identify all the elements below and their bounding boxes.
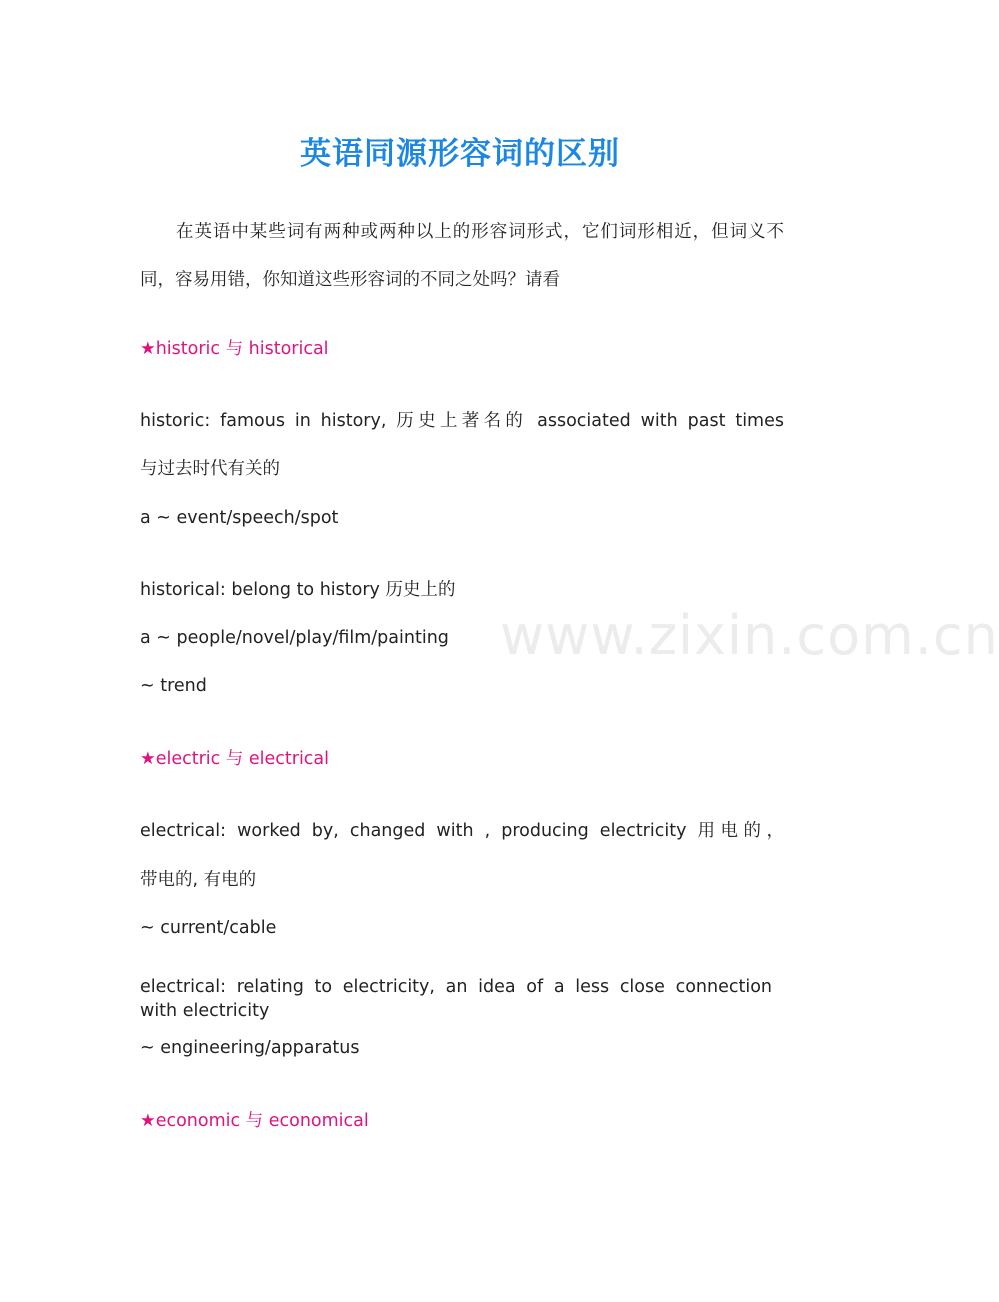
intro-paragraph-line-2: 同，容易用错，你知道这些形容词的不同之处吗？请看 [140,270,560,290]
section-heading-economic: ★economic 与 economical [140,1111,369,1131]
definition-historic: historic: famous in history, 历史上著名的 associated with past times [140,411,784,431]
definition-electric-cont: 带电的, 有电的 [140,870,257,890]
watermark: www.zixin.com.cn [500,604,999,667]
definition-electrical-cont: with electricity [140,1001,270,1021]
definition-electric: electrical: worked by, changed with , producing electricity 用电的， [140,821,784,841]
example-historical-trend: ~ trend [140,676,207,696]
definition-electrical: electrical: relating to electricity, an idea of a less close connection [140,977,772,997]
example-electric: ~ current/cable [140,918,277,938]
example-electrical: ~ engineering/apparatus [140,1038,360,1058]
page-title: 英语同源形容词的区别 [300,136,620,172]
example-historical: a ~ people/novel/play/film/painting [140,628,449,648]
section-heading-historic: ★historic 与 historical [140,339,329,359]
definition-historical: historical: belong to history 历史上的 [140,580,456,600]
section-heading-electric: ★electric 与 electrical [140,749,330,769]
intro-paragraph-line-1: 在英语中某些词有两种或两种以上的形容词形式，它们词形相近，但词义不 [176,222,784,242]
definition-historic-cont: 与过去时代有关的 [140,459,280,479]
example-historic: a ~ event/speech/spot [140,508,339,528]
